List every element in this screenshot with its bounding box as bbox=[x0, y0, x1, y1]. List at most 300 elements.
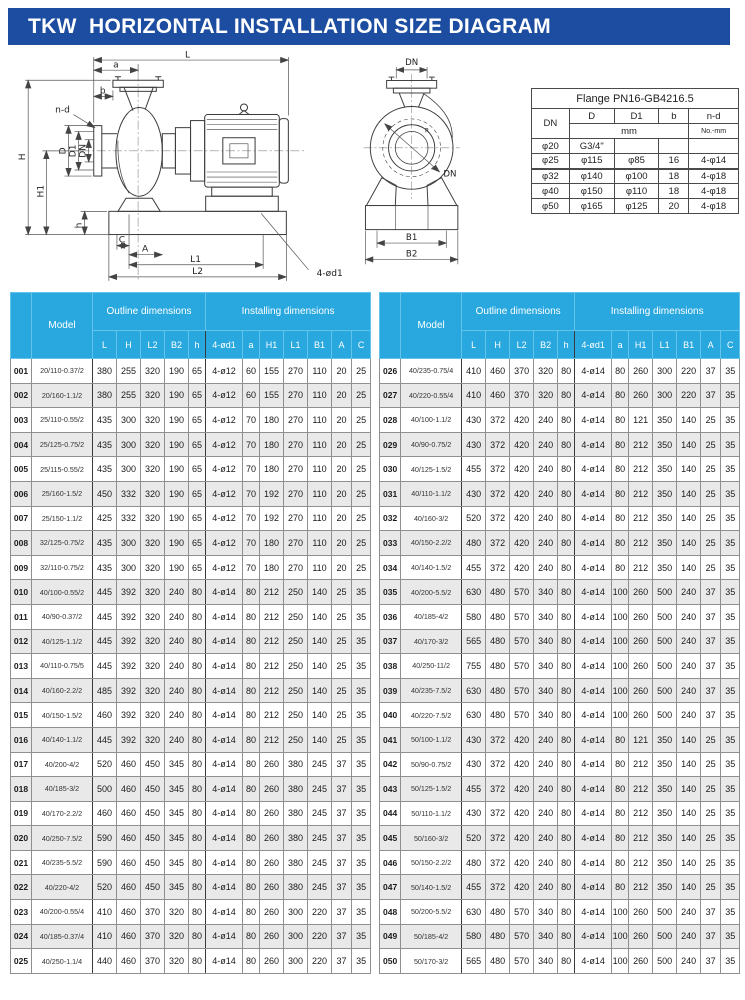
value-cell: 445 bbox=[93, 727, 117, 752]
value-cell: 212 bbox=[629, 432, 653, 457]
value-cell: 240 bbox=[165, 703, 189, 728]
value-cell: 35 bbox=[721, 604, 740, 629]
value-cell: 35 bbox=[352, 752, 371, 777]
value-cell: 630 bbox=[462, 678, 486, 703]
value-cell: 140 bbox=[677, 481, 701, 506]
col-header-L2: L2 bbox=[510, 331, 534, 359]
value-cell: 460 bbox=[117, 752, 141, 777]
value-cell: 340 bbox=[534, 703, 558, 728]
value-cell: 37 bbox=[701, 703, 721, 728]
dim-label-H1: H1 bbox=[36, 184, 47, 198]
number-column-header bbox=[11, 293, 32, 359]
value-cell: 350 bbox=[653, 777, 677, 802]
value-cell: 80 bbox=[558, 654, 575, 679]
row-number: 025 bbox=[11, 949, 32, 974]
value-cell: 570 bbox=[510, 924, 534, 949]
value-cell: 20 bbox=[332, 457, 352, 482]
value-cell: 320 bbox=[141, 531, 165, 556]
value-cell: 25 bbox=[701, 801, 721, 826]
value-cell: 260 bbox=[629, 629, 653, 654]
value-cell: 212 bbox=[629, 801, 653, 826]
value-cell: 520 bbox=[462, 506, 486, 531]
value-cell: 240 bbox=[677, 580, 701, 605]
value-cell: 140 bbox=[677, 777, 701, 802]
value-cell: 240 bbox=[677, 678, 701, 703]
value-cell: 4-ø14 bbox=[206, 924, 243, 949]
model-cell: 25/115-0.55/2 bbox=[32, 457, 93, 482]
value-cell: 320 bbox=[141, 678, 165, 703]
value-cell: 350 bbox=[653, 531, 677, 556]
value-cell: 370 bbox=[141, 924, 165, 949]
value-cell: 320 bbox=[141, 654, 165, 679]
value-cell: 20 bbox=[332, 432, 352, 457]
model-cell: 40/250-11/2 bbox=[401, 654, 462, 679]
value-cell: 190 bbox=[165, 555, 189, 580]
model-cell: 40/185-4/2 bbox=[401, 604, 462, 629]
value-cell: 100 bbox=[612, 678, 629, 703]
table-row bbox=[11, 777, 371, 802]
value-cell: 260 bbox=[629, 604, 653, 629]
value-cell: 480 bbox=[486, 629, 510, 654]
table-row bbox=[11, 850, 371, 875]
value-cell: 35 bbox=[721, 826, 740, 851]
value-cell: 450 bbox=[141, 801, 165, 826]
row-number: 019 bbox=[11, 801, 32, 826]
value-cell: 25 bbox=[332, 654, 352, 679]
value-cell: 460 bbox=[117, 900, 141, 925]
value-cell: 212 bbox=[629, 531, 653, 556]
value-cell: 260 bbox=[629, 924, 653, 949]
model-cell: 40/90-0.37/2 bbox=[32, 604, 93, 629]
value-cell: 270 bbox=[284, 506, 308, 531]
value-cell: 35 bbox=[721, 359, 740, 384]
value-cell: 4-ø14 bbox=[575, 383, 612, 408]
value-cell: 80 bbox=[243, 850, 260, 875]
value-cell: 4-ø14 bbox=[206, 801, 243, 826]
value-cell: 250 bbox=[284, 604, 308, 629]
flange-cell: φ85 bbox=[614, 154, 659, 169]
value-cell: 220 bbox=[308, 949, 332, 974]
value-cell: 80 bbox=[558, 850, 575, 875]
value-cell: 500 bbox=[93, 777, 117, 802]
value-cell: 110 bbox=[308, 359, 332, 384]
value-cell: 35 bbox=[721, 850, 740, 875]
value-cell: 4-ø14 bbox=[575, 826, 612, 851]
value-cell: 4-ø14 bbox=[206, 604, 243, 629]
value-cell: 455 bbox=[462, 555, 486, 580]
table-row bbox=[11, 703, 371, 728]
value-cell: 80 bbox=[558, 481, 575, 506]
value-cell: 190 bbox=[165, 359, 189, 384]
value-cell: 80 bbox=[189, 654, 206, 679]
value-cell: 350 bbox=[653, 457, 677, 482]
value-cell: 100 bbox=[612, 654, 629, 679]
value-cell: 4-ø12 bbox=[206, 481, 243, 506]
value-cell: 4-ø14 bbox=[575, 727, 612, 752]
table-row bbox=[380, 531, 740, 556]
value-cell: 35 bbox=[352, 604, 371, 629]
value-cell: 420 bbox=[510, 531, 534, 556]
value-cell: 80 bbox=[558, 555, 575, 580]
value-cell: 392 bbox=[117, 629, 141, 654]
value-cell: 37 bbox=[701, 949, 721, 974]
value-cell: 35 bbox=[721, 457, 740, 482]
model-cell: 40/110-1.1/2 bbox=[401, 481, 462, 506]
value-cell: 35 bbox=[721, 432, 740, 457]
value-cell: 80 bbox=[612, 875, 629, 900]
value-cell: 320 bbox=[141, 408, 165, 433]
value-cell: 340 bbox=[534, 604, 558, 629]
table-row bbox=[11, 900, 371, 925]
row-number: 010 bbox=[11, 580, 32, 605]
value-cell: 240 bbox=[534, 555, 558, 580]
value-cell: 80 bbox=[243, 654, 260, 679]
value-cell: 372 bbox=[486, 777, 510, 802]
value-cell: 80 bbox=[558, 949, 575, 974]
value-cell: 500 bbox=[653, 900, 677, 925]
value-cell: 570 bbox=[510, 580, 534, 605]
row-number: 030 bbox=[380, 457, 401, 482]
row-number: 005 bbox=[11, 457, 32, 482]
table-row bbox=[11, 383, 371, 408]
value-cell: 140 bbox=[308, 678, 332, 703]
col-header-L1: L1 bbox=[653, 331, 677, 359]
flange-cell: 4-φ18 bbox=[689, 169, 739, 184]
model-column-header: Model bbox=[401, 293, 462, 359]
col-header-C: C bbox=[352, 331, 371, 359]
model-cell: 32/110-0.75/2 bbox=[32, 555, 93, 580]
value-cell: 380 bbox=[284, 777, 308, 802]
value-cell: 500 bbox=[653, 654, 677, 679]
col-header-H: H bbox=[486, 331, 510, 359]
value-cell: 80 bbox=[558, 580, 575, 605]
value-cell: 25 bbox=[701, 826, 721, 851]
flange-row bbox=[532, 169, 739, 184]
value-cell: 100 bbox=[612, 900, 629, 925]
table-row bbox=[11, 924, 371, 949]
value-cell: 80 bbox=[243, 875, 260, 900]
table-row bbox=[11, 875, 371, 900]
model-cell: 40/160-3/2 bbox=[401, 506, 462, 531]
value-cell: 240 bbox=[534, 531, 558, 556]
model-cell: 32/125-0.75/2 bbox=[32, 531, 93, 556]
value-cell: 212 bbox=[260, 703, 284, 728]
value-cell: 4-ø12 bbox=[206, 457, 243, 482]
value-cell: 80 bbox=[558, 506, 575, 531]
value-cell: 35 bbox=[721, 531, 740, 556]
col-header-h: h bbox=[189, 331, 206, 359]
model-cell: 50/150-2.2/2 bbox=[401, 850, 462, 875]
value-cell: 25 bbox=[352, 359, 371, 384]
value-cell: 80 bbox=[612, 850, 629, 875]
value-cell: 320 bbox=[141, 506, 165, 531]
value-cell: 80 bbox=[243, 801, 260, 826]
value-cell: 20 bbox=[332, 555, 352, 580]
model-cell: 50/90-0.75/2 bbox=[401, 752, 462, 777]
value-cell: 250 bbox=[284, 727, 308, 752]
value-cell: 110 bbox=[308, 506, 332, 531]
model-cell: 40/200-5.5/2 bbox=[401, 580, 462, 605]
value-cell: 420 bbox=[510, 506, 534, 531]
value-cell: 350 bbox=[653, 875, 677, 900]
value-cell: 320 bbox=[165, 900, 189, 925]
row-number: 014 bbox=[11, 678, 32, 703]
value-cell: 37 bbox=[701, 604, 721, 629]
dim-label-B1: B1 bbox=[405, 233, 418, 244]
col-header-a: a bbox=[612, 331, 629, 359]
dim-label-A: A bbox=[142, 244, 149, 255]
value-cell: 240 bbox=[534, 432, 558, 457]
row-number: 026 bbox=[380, 359, 401, 384]
value-cell: 380 bbox=[93, 383, 117, 408]
value-cell: 4-ø14 bbox=[575, 408, 612, 433]
row-number: 039 bbox=[380, 678, 401, 703]
value-cell: 35 bbox=[352, 678, 371, 703]
value-cell: 25 bbox=[352, 555, 371, 580]
value-cell: 35 bbox=[721, 875, 740, 900]
value-cell: 4-ø14 bbox=[206, 777, 243, 802]
value-cell: 37 bbox=[332, 801, 352, 826]
value-cell: 25 bbox=[701, 481, 721, 506]
dim-label-a: a bbox=[113, 60, 119, 71]
value-cell: 430 bbox=[462, 752, 486, 777]
row-number: 040 bbox=[380, 703, 401, 728]
value-cell: 260 bbox=[629, 580, 653, 605]
value-cell: 250 bbox=[284, 580, 308, 605]
value-cell: 140 bbox=[677, 506, 701, 531]
value-cell: 80 bbox=[558, 678, 575, 703]
model-cell: 40/235-5.5/2 bbox=[32, 850, 93, 875]
value-cell: 70 bbox=[243, 555, 260, 580]
value-cell: 212 bbox=[629, 555, 653, 580]
value-cell: 565 bbox=[462, 949, 486, 974]
value-cell: 37 bbox=[701, 678, 721, 703]
value-cell: 380 bbox=[284, 752, 308, 777]
table-row bbox=[11, 949, 371, 974]
value-cell: 392 bbox=[117, 703, 141, 728]
dimension-labels bbox=[18, 51, 343, 279]
value-cell: 65 bbox=[189, 359, 206, 384]
value-cell: 445 bbox=[93, 580, 117, 605]
value-cell: 240 bbox=[534, 727, 558, 752]
col-header-A: A bbox=[332, 331, 352, 359]
value-cell: 140 bbox=[677, 408, 701, 433]
value-cell: 100 bbox=[612, 703, 629, 728]
row-number: 002 bbox=[11, 383, 32, 408]
value-cell: 755 bbox=[462, 654, 486, 679]
value-cell: 80 bbox=[243, 949, 260, 974]
value-cell: 20 bbox=[332, 506, 352, 531]
table-row bbox=[380, 678, 740, 703]
table-row bbox=[380, 703, 740, 728]
pump-side-structure bbox=[78, 72, 307, 282]
value-cell: 4-ø14 bbox=[575, 580, 612, 605]
value-cell: 460 bbox=[117, 801, 141, 826]
row-number: 044 bbox=[380, 801, 401, 826]
value-cell: 430 bbox=[462, 727, 486, 752]
row-number: 034 bbox=[380, 555, 401, 580]
value-cell: 350 bbox=[653, 506, 677, 531]
value-cell: 372 bbox=[486, 481, 510, 506]
value-cell: 80 bbox=[558, 604, 575, 629]
value-cell: 480 bbox=[486, 900, 510, 925]
value-cell: 25 bbox=[352, 531, 371, 556]
value-cell: 37 bbox=[332, 752, 352, 777]
value-cell: 460 bbox=[486, 359, 510, 384]
value-cell: 80 bbox=[189, 949, 206, 974]
value-cell: 80 bbox=[558, 752, 575, 777]
value-cell: 260 bbox=[629, 949, 653, 974]
value-cell: 80 bbox=[612, 481, 629, 506]
value-cell: 140 bbox=[677, 752, 701, 777]
value-cell: 372 bbox=[486, 457, 510, 482]
value-cell: 35 bbox=[721, 801, 740, 826]
dimension-table-right bbox=[379, 292, 740, 974]
value-cell: 570 bbox=[510, 604, 534, 629]
value-cell: 320 bbox=[141, 432, 165, 457]
model-cell: 40/140-1.5/2 bbox=[401, 555, 462, 580]
value-cell: 260 bbox=[260, 801, 284, 826]
flange-col-d: D bbox=[569, 109, 614, 124]
value-cell: 300 bbox=[284, 924, 308, 949]
dimension-lines bbox=[25, 57, 308, 281]
value-cell: 35 bbox=[721, 727, 740, 752]
value-cell: 270 bbox=[284, 359, 308, 384]
dim-label-4-d1: 4-ød1 bbox=[316, 268, 343, 279]
value-cell: 35 bbox=[721, 678, 740, 703]
dim-label-DN-suction: DN bbox=[443, 169, 457, 180]
col-header-L1: L1 bbox=[284, 331, 308, 359]
value-cell: 35 bbox=[721, 555, 740, 580]
value-cell: 300 bbox=[653, 383, 677, 408]
value-cell: 80 bbox=[243, 727, 260, 752]
value-cell: 4-ø14 bbox=[575, 629, 612, 654]
value-cell: 590 bbox=[93, 850, 117, 875]
value-cell: 260 bbox=[260, 875, 284, 900]
value-cell: 372 bbox=[486, 408, 510, 433]
model-cell: 50/140-1.5/2 bbox=[401, 875, 462, 900]
flange-cell: 16 bbox=[659, 154, 689, 169]
value-cell: 80 bbox=[612, 457, 629, 482]
value-cell: 380 bbox=[284, 850, 308, 875]
table-row bbox=[380, 432, 740, 457]
value-cell: 4-ø14 bbox=[206, 900, 243, 925]
value-cell: 35 bbox=[352, 900, 371, 925]
value-cell: 250 bbox=[284, 629, 308, 654]
value-cell: 80 bbox=[558, 383, 575, 408]
value-cell: 4-ø12 bbox=[206, 383, 243, 408]
value-cell: 20 bbox=[332, 531, 352, 556]
flange-cell: φ110 bbox=[614, 184, 659, 199]
value-cell: 380 bbox=[284, 801, 308, 826]
value-cell: 300 bbox=[653, 359, 677, 384]
dim-label-R: R bbox=[425, 128, 430, 135]
row-number: 049 bbox=[380, 924, 401, 949]
value-cell: 80 bbox=[189, 875, 206, 900]
value-cell: 80 bbox=[243, 752, 260, 777]
value-cell: 240 bbox=[165, 727, 189, 752]
row-number: 021 bbox=[11, 850, 32, 875]
value-cell: 630 bbox=[462, 900, 486, 925]
value-cell: 192 bbox=[260, 481, 284, 506]
model-cell: 40/170-3/2 bbox=[401, 629, 462, 654]
value-cell: 100 bbox=[612, 580, 629, 605]
value-cell: 212 bbox=[260, 629, 284, 654]
value-cell: 37 bbox=[701, 580, 721, 605]
model-cell: 40/220-4/2 bbox=[32, 875, 93, 900]
value-cell: 35 bbox=[352, 826, 371, 851]
value-cell: 4-ø14 bbox=[575, 875, 612, 900]
value-cell: 455 bbox=[462, 777, 486, 802]
value-cell: 320 bbox=[141, 481, 165, 506]
value-cell: 500 bbox=[653, 949, 677, 974]
value-cell: 480 bbox=[486, 703, 510, 728]
value-cell: 80 bbox=[558, 826, 575, 851]
value-cell: 320 bbox=[141, 604, 165, 629]
row-number: 015 bbox=[11, 703, 32, 728]
value-cell: 4-ø14 bbox=[575, 801, 612, 826]
table-row bbox=[11, 580, 371, 605]
value-cell: 25 bbox=[332, 580, 352, 605]
col-header-4od1: 4-ød1 bbox=[206, 331, 243, 359]
value-cell: 420 bbox=[510, 481, 534, 506]
flange-cell: φ25 bbox=[532, 154, 570, 169]
value-cell: 240 bbox=[534, 777, 558, 802]
value-cell: 240 bbox=[534, 850, 558, 875]
value-cell: 190 bbox=[165, 481, 189, 506]
value-cell: 270 bbox=[284, 555, 308, 580]
value-cell: 35 bbox=[721, 629, 740, 654]
table-row bbox=[380, 752, 740, 777]
value-cell: 140 bbox=[677, 801, 701, 826]
value-cell: 392 bbox=[117, 678, 141, 703]
value-cell: 445 bbox=[93, 629, 117, 654]
value-cell: 20 bbox=[332, 359, 352, 384]
value-cell: 110 bbox=[308, 531, 332, 556]
value-cell: 300 bbox=[117, 531, 141, 556]
value-cell: 580 bbox=[462, 604, 486, 629]
value-cell: 480 bbox=[486, 604, 510, 629]
value-cell: 80 bbox=[189, 826, 206, 851]
value-cell: 25 bbox=[701, 850, 721, 875]
value-cell: 80 bbox=[612, 752, 629, 777]
value-cell: 35 bbox=[352, 924, 371, 949]
value-cell: 180 bbox=[260, 432, 284, 457]
row-number: 020 bbox=[11, 826, 32, 851]
model-cell: 40/140-1.1/2 bbox=[32, 727, 93, 752]
model-cell: 40/90-0.75/2 bbox=[401, 432, 462, 457]
value-cell: 340 bbox=[534, 924, 558, 949]
value-cell: 480 bbox=[486, 580, 510, 605]
value-cell: 25 bbox=[701, 408, 721, 433]
value-cell: 212 bbox=[629, 826, 653, 851]
value-cell: 80 bbox=[189, 924, 206, 949]
value-cell: 80 bbox=[243, 826, 260, 851]
value-cell: 212 bbox=[629, 777, 653, 802]
value-cell: 80 bbox=[558, 875, 575, 900]
value-cell: 240 bbox=[165, 629, 189, 654]
value-cell: 4-ø14 bbox=[575, 752, 612, 777]
dim-label-h: h bbox=[74, 222, 85, 229]
value-cell: 4-ø14 bbox=[206, 654, 243, 679]
row-number: 001 bbox=[11, 359, 32, 384]
value-cell: 372 bbox=[486, 752, 510, 777]
value-cell: 372 bbox=[486, 531, 510, 556]
row-number: 032 bbox=[380, 506, 401, 531]
value-cell: 500 bbox=[653, 580, 677, 605]
flange-cell: φ40 bbox=[532, 184, 570, 199]
value-cell: 110 bbox=[308, 457, 332, 482]
